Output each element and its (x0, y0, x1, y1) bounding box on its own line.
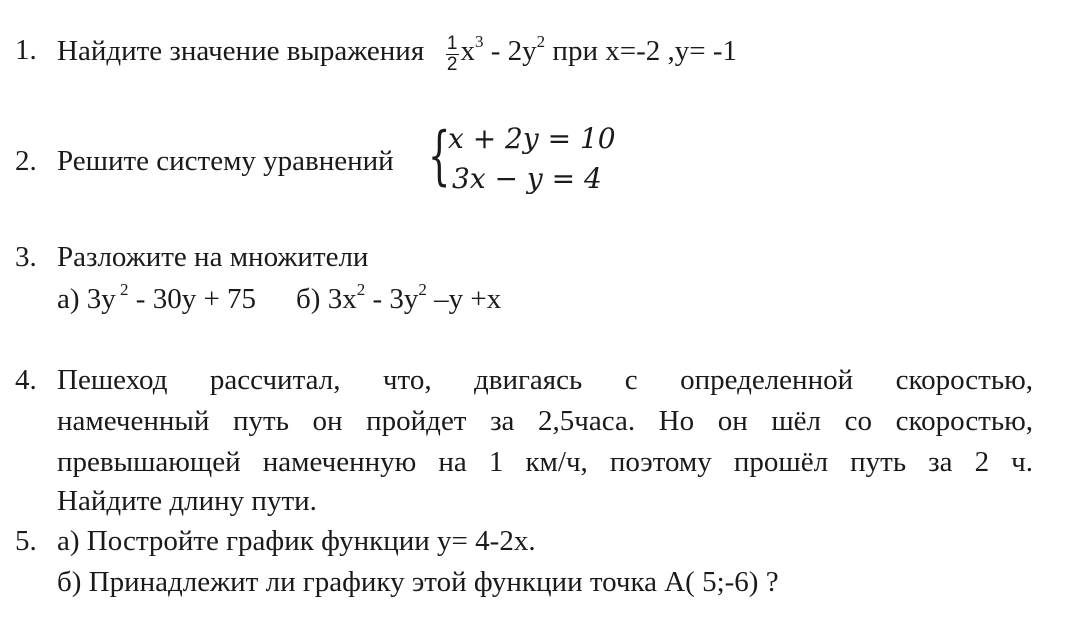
exponent-x: 3 (475, 32, 484, 51)
task-5-number: 5. (15, 525, 37, 557)
task-3-number: 3. (15, 241, 37, 273)
task-4-line-4: Найдите длину пути. (57, 485, 317, 517)
part-b-rest: –y +x (426, 283, 502, 315)
task-1-text-line (57, 34, 737, 75)
fraction-denominator: 2 (446, 54, 458, 75)
task-4-number: 4. (15, 364, 37, 396)
part-b-lead: б) 3x (296, 283, 357, 315)
task-4-line-1: Пешеход рассчитал, что, двигаясь с определенной скоростью, (57, 364, 1033, 396)
task-1-condition: при x=-2 ,y= -1 (552, 35, 737, 67)
part-a-exponent: 2 (115, 280, 129, 299)
task-2-prompt: Решите систему уравнений (57, 145, 394, 177)
exponent-y: 2 (536, 32, 546, 51)
part-a-rest: - 30y + 75 (128, 283, 257, 315)
fraction-numerator: 1 (446, 33, 458, 54)
task-5-line-2: б) Принадлежит ли графику этой функции точка А( 5;-6) ? (57, 566, 779, 598)
part-b-exponent-1: 2 (356, 280, 366, 299)
term-2y: - 2y (490, 35, 537, 67)
part-a-lead: а) 3y (57, 283, 116, 315)
fraction-one-half (446, 34, 459, 75)
var-x: x (460, 35, 475, 67)
equation-system (428, 118, 628, 198)
task-3-parts-line (57, 280, 502, 316)
part-b-exponent-2: 2 (418, 280, 427, 299)
task-2-number: 2. (15, 145, 37, 177)
system-brace-icon: { (428, 119, 451, 193)
task-4-line-2: намеченный путь он пройдет за 2,5часа. Но он шёл со скоростью, (57, 405, 1033, 437)
task-5-line-1: а) Постройте график функции y= 4-2x. (57, 525, 536, 557)
task-1-prompt: Найдите значение выражения (57, 35, 425, 67)
task-3-prompt: Разложите на множители (57, 241, 369, 273)
task-1-number: 1. (15, 34, 37, 66)
task-4-line-3: превышающей намеченную на 1 км/ч, поэтому прошёл путь за 2 ч. (57, 446, 1033, 478)
part-b-mid: - 3y (365, 283, 419, 315)
equation-1: x + 2y = 10 (448, 122, 616, 155)
equation-2: 3x − y = 4 (452, 162, 602, 195)
